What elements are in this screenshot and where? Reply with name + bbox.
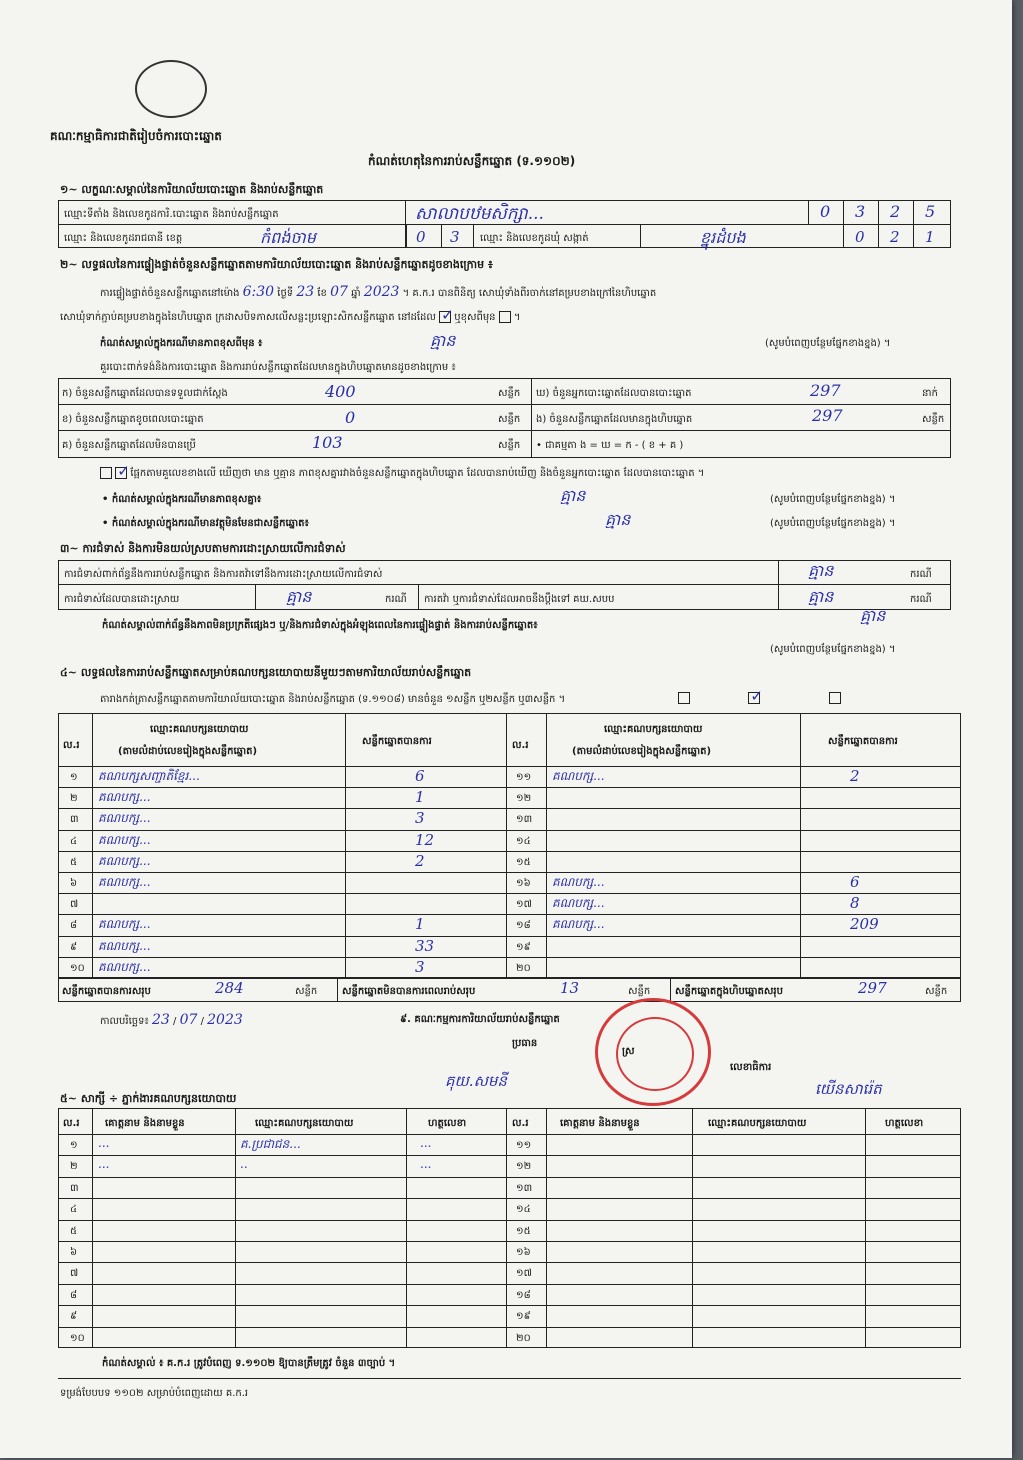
- objection-row-1: ការជំទាស់ពាក់ព័ន្ធនឹងការរាប់សន្លឹកឆ្នោត និងការតវ៉ាទៅនឹងការដោះស្រាយលើការជំទាស់: [64, 569, 383, 580]
- official-stamp: [595, 998, 711, 1106]
- witness-table: [58, 1108, 961, 1348]
- col-no-header: ល.រ: [512, 740, 529, 751]
- unit: សន្លឹក: [295, 986, 318, 997]
- table-row-votes: 12: [415, 831, 435, 849]
- province-label: ឈ្មោះ និងលេខកូដរាជធានី ខេត្ត: [64, 233, 183, 244]
- changed-checkbox[interactable]: [499, 311, 511, 323]
- table-row-votes: 2: [850, 767, 860, 785]
- table-row-no: ១៧: [516, 899, 532, 910]
- closing-note: កំណត់សម្គាល់ ៖ គ.ក.រ ត្រូវបំពេញ ទ.១១០២ ឱ្យបានត្រឹមត្រូវ ចំនួន ៣ច្បាប់ ។: [102, 1358, 396, 1369]
- witness-row-no: ៥: [70, 1226, 78, 1237]
- count-kh-label: ខ) ចំនួនសន្លឹកឆ្នោតខូចពេលបោះឆ្នោត: [62, 414, 204, 425]
- table-row-no: ១១: [516, 772, 532, 783]
- count-k-value: 400: [325, 382, 356, 401]
- chief-label: ប្រធាន: [512, 1038, 538, 1049]
- table-row-party: គណបក្ស...: [98, 833, 151, 847]
- province-value: កំពង់ចាម: [260, 228, 316, 247]
- commune-code-digit: 2: [890, 228, 900, 246]
- objection-row-3: ការតវ៉ា ឬការជំទាស់ដែលអាចនឹងប្ដឹងទៅ គឃ.សបប: [424, 594, 615, 605]
- note-3-value: គ្មាន: [605, 510, 631, 529]
- table-row-votes: 1: [415, 788, 425, 806]
- table-row-party: គណបក្សសញ្ជាតិខ្មែរ...: [98, 769, 200, 783]
- count-ng-value: 297: [812, 406, 843, 425]
- total-valid-label: សន្លឹកឆ្នោតបានការសរុប: [62, 986, 151, 997]
- witness-row-no: ១២: [516, 1161, 532, 1172]
- count-gh-label: ឃ) ចំនួនអ្នកបោះឆ្នោតដែលបានបោះឆ្នោត: [536, 388, 692, 399]
- witness-row-no: ៧: [70, 1268, 79, 1279]
- objection-row-3-value: គ្មាន: [808, 587, 834, 606]
- table-row-no: ៥: [70, 857, 78, 868]
- tally-sheet-line: តារាងកត់ត្រាសន្លឹកឆ្នោតតាមការិយាល័យបោះឆ្នោត និងរាប់សន្លឹកឆ្នោត (ទ.១១០៨) មានចំនួន ១សន្លឹក ឬ២សន្លឹក ឬ៣សន្លឹក ។: [100, 694, 566, 705]
- commune-label: ឈ្មោះ និងលេខកូដឃុំ សង្កាត់: [480, 233, 589, 244]
- table-row-no: ១: [70, 772, 78, 783]
- unit: សន្លឹក: [498, 414, 521, 425]
- section-2-heading: ២~ លទ្ធផលនៃការផ្ទៀងផ្ទាត់ចំនួនសន្លឹកឆ្នោតតាមការិយាល័យបោះឆ្នោត និងរាប់សន្លឹកឆ្នោតដូចខាងក្រោម ៖: [60, 258, 493, 271]
- place-code-digit: 5: [925, 202, 936, 221]
- commune-code-digit: 0: [855, 228, 865, 246]
- table-row-party: គណបក្ស...: [98, 960, 151, 974]
- unit: សន្លឹក: [498, 440, 521, 451]
- witness-col-sign: ហត្ថលេខា: [885, 1118, 924, 1129]
- table-row-no: ៦: [70, 878, 78, 889]
- table-row-votes: 6: [415, 767, 425, 785]
- col-votes-header: សន្លឹកឆ្នោតបានការ: [828, 736, 898, 747]
- witness-row-no: ១៩: [516, 1311, 531, 1322]
- witness-row-no: ២: [70, 1161, 78, 1172]
- witness-row-no: ១៧: [516, 1268, 532, 1279]
- section-3-heading: ៣~ ការជំទាស់ និងការមិនយល់ស្របតាមការដោះស្រាយលើការជំទាស់: [60, 542, 346, 555]
- col-party-header: ឈ្មោះគណបក្សនយោបាយ: [604, 724, 703, 735]
- verify-line-2: សោឃុំទាក់ភ្ជាប់គម្របខាងក្នុងនៃហិបឆ្នោត ក្រដាសបិទភាសលើសន្លះប្រឡោះសិកសន្លឹកឆ្នោត នៅដដែល ✓ ឬខុសពីមុន ។: [60, 310, 521, 325]
- place-value: សាលាបឋមសិក្សា...: [415, 204, 544, 224]
- place-label: ឈ្មោះទីតាំង និងលេខកូដការិ.បោះឆ្នោត និងរាប់សន្លឹកឆ្នោត: [64, 209, 279, 220]
- table-row-votes: 1: [415, 915, 425, 933]
- note-1-hint: (សូមបំពេញបន្ថែមផ្នែកខាងខ្នង) ។: [765, 338, 891, 349]
- chief-name: គុយ.សមនី: [445, 1072, 507, 1090]
- objection-row-2-value: គ្មាន: [286, 587, 312, 606]
- note-1-value: គ្មាន: [430, 331, 456, 350]
- witness-row-name: ...: [98, 1157, 110, 1171]
- table-row-votes: 6: [850, 873, 860, 891]
- province-code-digit: 0: [416, 228, 426, 246]
- table-row-no: ២០: [516, 963, 531, 974]
- table-row-votes: 2: [415, 852, 425, 870]
- witness-row-no: ៩: [70, 1311, 78, 1322]
- witness-col-no: ល.រ: [512, 1118, 529, 1129]
- commune-code-digit: 1: [925, 228, 935, 246]
- col-no-header: ល.រ: [63, 740, 80, 751]
- total-valid-value: 284: [215, 979, 244, 997]
- witness-row-party: ..: [240, 1157, 248, 1171]
- objection-row-1-value: គ្មាន: [808, 561, 834, 580]
- witness-row-no: ១៣: [516, 1183, 533, 1194]
- col-party-subheader: (តាមលំដាប់លេខរៀងក្នុងសន្លឹកឆ្នោត): [118, 746, 258, 757]
- witness-row-no: ៤: [70, 1204, 78, 1215]
- witness-row-no: ១៤: [516, 1204, 531, 1215]
- committee-name: គណៈកម្មាធិការជាតិរៀបចំការបោះឆ្នោត: [50, 129, 222, 143]
- note-hint: (សូមបំពេញបន្ថែមផ្នែកខាងខ្នង) ។: [770, 644, 896, 655]
- table-row-no: ១៤: [516, 836, 531, 847]
- table-row-party: គណបក្ស...: [98, 875, 151, 889]
- table-row-no: ១៩: [516, 942, 531, 953]
- count-k-label: ក) ចំនួនសន្លឹកឆ្នោតដែលបានទទួលជាក់ស្តែង: [62, 388, 228, 399]
- witness-row-no: ១១: [516, 1140, 532, 1151]
- table-row-votes: 8: [850, 894, 860, 912]
- unit: ករណី: [385, 594, 407, 605]
- witness-row-name: ...: [98, 1136, 110, 1150]
- table-row-party: គណបក្ស...: [552, 896, 605, 910]
- province-code-digit: 3: [450, 228, 460, 246]
- note-2-value: គ្មាន: [560, 486, 586, 505]
- count-ko-label: គ) ចំនួនសន្លឹកឆ្នោតដែលមិនបានប្រើ: [62, 440, 196, 451]
- place-code-digit: 3: [855, 202, 866, 221]
- note-hint: (សូមបំពេញបន្ថែមផ្នែកខាងខ្នង) ។: [770, 518, 896, 529]
- count-ko-value: 103: [312, 433, 343, 452]
- note-2-label: • កំណត់សម្គាល់ក្នុងករណីមានភាពខុសគ្នា៖: [102, 494, 262, 505]
- note-3-label: • កំណត់សម្គាល់ក្នុងករណីមានវត្ថុមិនមែនជាសន្លឹកឆ្នោត៖: [102, 518, 309, 529]
- committee-signature-title: ៩. គណៈកម្មការការិយាល័យរាប់សន្លឹកឆ្នោត: [400, 1014, 560, 1025]
- unit: សន្លឹក: [498, 388, 521, 399]
- objection-note-value: គ្មាន: [860, 606, 886, 625]
- table-row-no: ១២: [516, 793, 532, 804]
- table-row-votes: 209: [850, 915, 879, 933]
- form-footer: ទម្រង់បែបបទ ១១០២ សម្រាប់បំពេញដោយ គ.ក.រ: [60, 1388, 249, 1399]
- secretary-label: លេខាធិការ: [730, 1062, 772, 1073]
- witness-col-party: ឈ្មោះគណបក្សនយោបាយ: [255, 1118, 354, 1129]
- witness-row-sign: ...: [420, 1157, 432, 1171]
- unit: សន្លឹក: [922, 414, 945, 425]
- witness-row-no: ៦: [70, 1247, 78, 1258]
- vice-label: ស្រ: [622, 1046, 635, 1057]
- table-row-party: គណបក្ស...: [98, 811, 151, 825]
- section-1-heading: ១~ លក្ខណៈសម្គាល់នៃការិយាល័យបោះឆ្នោត និងរាប់សន្លឹកឆ្នោត: [60, 183, 324, 196]
- count-ng-label: ង) ចំនួនសន្លឹកឆ្នោតដែលមានក្នុងហិបឆ្នោត: [536, 414, 693, 425]
- place-code-digit: 2: [890, 202, 901, 221]
- total-invalid-value: 13: [560, 979, 580, 997]
- commune-value: ខ្នុរដំបង: [700, 228, 746, 247]
- unit: សន្លឹក: [925, 986, 948, 997]
- table-row-party: គណបក្ស...: [98, 854, 151, 868]
- difference-line: ✓ ផ្អែកតាមគួលេខខាងលើ ឃើញថា មាន ឬគ្មាន ភាពខុសគ្នារវាងចំនួនសន្លឹកឆ្នោតក្នុងហិបឆ្នោត ដែលបានរាប់ឃើញ និងចំនួនអ្នកបោះឆ្នោត ដែលបានបោះឆ្នោត ។: [100, 466, 704, 481]
- unit: ករណី: [910, 594, 932, 605]
- witness-col-name: គោត្តនាម និងនាមខ្លួន: [105, 1118, 185, 1129]
- witness-col-sign: ហត្ថលេខា: [428, 1118, 467, 1129]
- same-checkbox[interactable]: [439, 311, 451, 323]
- table-row-votes: 3: [415, 809, 425, 827]
- table-row-no: ៤: [70, 836, 78, 847]
- unit: សន្លឹក: [628, 986, 651, 997]
- table-row-no: ១៨: [516, 920, 531, 931]
- table-row-no: ៧: [70, 899, 79, 910]
- table-row-party: គណបក្ស...: [98, 917, 151, 931]
- unit: នាក់: [922, 388, 938, 399]
- formula: • ជាគម្មតា ង = ឃ = ក - ( ខ + គ ): [536, 440, 684, 451]
- col-party-header: ឈ្មោះគណបក្សនយោបាយ: [150, 724, 249, 735]
- two-sheet-checkbox[interactable]: [748, 692, 760, 704]
- table-row-no: ១៥: [516, 857, 531, 868]
- col-party-subheader: (តាមលំដាប់លេខរៀងក្នុងសន្លឹកឆ្នោត): [572, 746, 712, 757]
- section-5-heading: ៥~ សាក្សី ÷ ភ្នាក់ងារគណបក្សនយោបាយ: [60, 1092, 237, 1105]
- witness-row-no: ១០: [70, 1333, 85, 1344]
- witness-row-no: ២០: [516, 1333, 531, 1344]
- witness-col-name: គោត្តនាម និងនាមខ្លួន: [560, 1118, 640, 1129]
- sheet-checkboxes: [678, 692, 841, 704]
- nec-emblem: [135, 60, 207, 118]
- objection-row-2: ការជំទាស់ដែលបានដោះស្រាយ: [64, 594, 180, 605]
- table-row-no: ១៦: [516, 878, 531, 889]
- unit: ករណី: [910, 569, 932, 580]
- objection-note-label: កំណត់សម្គាល់ពាក់ព័ន្ធនឹងភាពមិនប្រក្រតីផ្សេងៗ ឬ/និងការជំទាស់ក្នុងអំឡុងពេលនៃការផ្ទៀងផ្ទាត់ និងការរាប់សន្លឹកឆ្នោត៖: [102, 620, 538, 631]
- counts-intro: គួរបោះពាក់ទង់និងការបោះឆ្នោត និងការរាប់សន្លឹកឆ្នោតដែលមានក្នុងហិបឆ្នោតមានដូចខាងក្រោម ៖: [100, 362, 456, 373]
- table-row-no: ២: [70, 793, 78, 804]
- table-row-votes: 33: [415, 937, 435, 955]
- table-row-no: ៣: [70, 814, 79, 825]
- signature-date: កាលបរិច្ឆេទ៖ 23 / 07 / 2023: [100, 1012, 243, 1028]
- witness-row-no: ៨: [70, 1290, 78, 1301]
- note-1-label: កំណត់សម្គាល់ក្នុងករណីមានភាពខុសពីមុន ៖: [100, 338, 263, 349]
- three-sheet-checkbox[interactable]: [829, 692, 841, 704]
- table-row-no: ៩: [70, 942, 78, 953]
- table-row-votes: 3: [415, 958, 425, 976]
- table-row-no: ៨: [70, 920, 78, 931]
- totals-row: [58, 978, 961, 1002]
- verify-line-1: ការផ្ទៀងផ្ទាត់ចំនួនសន្លឹកឆ្នោតនៅម៉ោង 6:30 ថ្ងៃទី 23 ខែ 07 ឆ្នាំ 2023 ។ គ.ក.រ បានពិនិត្យ សោ​ឃុំទាំងពីរចាក់នៅគម្របខាងក្រៅនៃហិបឆ្នោត: [100, 284, 657, 300]
- witness-col-no: ល.រ: [63, 1118, 80, 1129]
- total-box-label: សន្លឹកឆ្នោតក្នុងហិបឆ្នោតសរុប: [675, 986, 783, 997]
- table-row-party: គណបក្ស...: [552, 769, 605, 783]
- witness-row-no: ១៦: [516, 1247, 531, 1258]
- witness-row-no: ១៨: [516, 1290, 531, 1301]
- table-row-party: គណបក្ស...: [552, 917, 605, 931]
- section-4-heading: ៤~ លទ្ធផលនៃការរាប់សន្លឹកឆ្នោតសម្រាប់គណបក្សនយោបាយនីមួយៗតាមការិយាល័យរាប់សន្លឹកឆ្នោត: [60, 666, 472, 679]
- table-row-no: ១០: [70, 963, 85, 974]
- witness-col-party: ឈ្មោះគណបក្សនយោបាយ: [708, 1118, 807, 1129]
- has-diff-checkbox[interactable]: [100, 467, 112, 479]
- total-invalid-label: សន្លឹកឆ្នោតមិនបានការពេលរាប់សរុប: [342, 986, 476, 997]
- no-diff-checkbox[interactable]: [115, 467, 127, 479]
- witness-row-party: គ.ប្រជាជន...: [240, 1137, 301, 1151]
- note-hint: (សូមបំពេញបន្ថែមផ្នែកខាងខ្នង) ។: [770, 494, 896, 505]
- count-kh-value: 0: [345, 408, 356, 427]
- table-row-party: គណបក្ស...: [98, 790, 151, 804]
- table-row-party: គណបក្ស...: [552, 875, 605, 889]
- witness-row-sign: ...: [420, 1136, 432, 1150]
- count-gh-value: 297: [810, 381, 841, 400]
- total-box-value: 297: [858, 979, 887, 997]
- witness-row-no: ១: [70, 1140, 78, 1151]
- witness-row-no: ១៥: [516, 1226, 531, 1237]
- witness-row-no: ៣: [70, 1183, 79, 1194]
- table-row-no: ១៣: [516, 814, 533, 825]
- place-code-digit: 0: [820, 202, 831, 221]
- col-votes-header: សន្លឹកឆ្នោតបានការ: [362, 736, 432, 747]
- secretary-name: យើនសារ៉េត: [815, 1080, 882, 1098]
- table-row-party: គណបក្ស...: [98, 939, 151, 953]
- one-sheet-checkbox[interactable]: [678, 692, 690, 704]
- form-title: កំណត់ហេតុនៃការរាប់សន្លឹកឆ្នោត (ទ.១១០២): [368, 154, 576, 168]
